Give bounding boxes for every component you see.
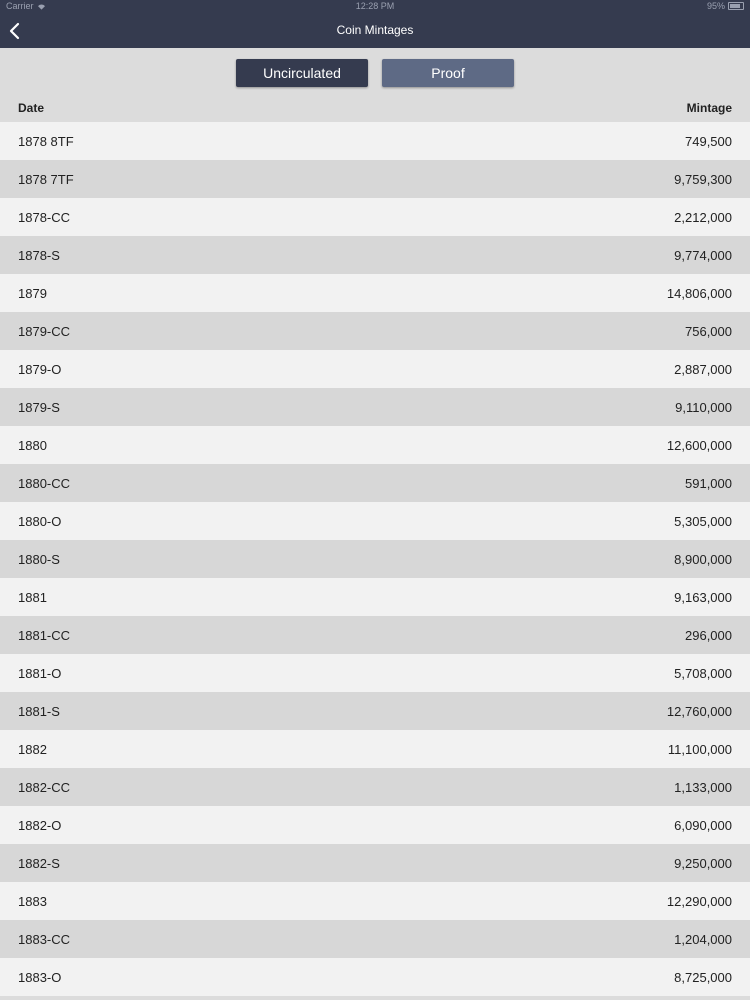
table-row[interactable] xyxy=(0,806,750,844)
table-row[interactable] xyxy=(0,122,750,160)
row-mintage: 9,759,300 xyxy=(674,172,732,187)
row-date: 1880-S xyxy=(18,552,60,567)
mintage-column-header: Mintage xyxy=(686,101,732,115)
table-row[interactable] xyxy=(0,350,750,388)
page-title: Coin Mintages xyxy=(336,23,414,37)
date-column-header: Date xyxy=(18,101,45,115)
table-row[interactable] xyxy=(0,540,750,578)
table-row[interactable] xyxy=(0,730,750,768)
table-row[interactable] xyxy=(0,692,750,730)
table-row[interactable] xyxy=(0,958,750,996)
status-bar xyxy=(0,0,750,14)
row-mintage: 2,887,000 xyxy=(674,362,732,377)
row-date: 1883-O xyxy=(18,970,62,985)
row-mintage: 12,760,000 xyxy=(666,704,732,719)
table-row[interactable] xyxy=(0,274,750,312)
row-date: 1880-O xyxy=(18,514,62,529)
row-date: 1881-O xyxy=(18,666,62,681)
table-row[interactable] xyxy=(0,578,750,616)
table-row[interactable] xyxy=(0,464,750,502)
row-date: 1878-CC xyxy=(18,210,71,225)
row-date: 1882-O xyxy=(18,818,62,833)
row-date: 1880-CC xyxy=(18,476,71,491)
row-mintage: 5,305,000 xyxy=(674,514,732,529)
row-date: 1881-S xyxy=(18,704,60,719)
row-date: 1878 8TF xyxy=(18,134,74,149)
table-row[interactable] xyxy=(0,502,750,540)
row-mintage: 756,000 xyxy=(685,324,732,339)
table-row[interactable] xyxy=(0,236,750,274)
row-date: 1879-O xyxy=(18,362,62,377)
row-date: 1882 xyxy=(18,742,47,757)
table-row[interactable] xyxy=(0,882,750,920)
row-date: 1882-S xyxy=(18,856,60,871)
table-row[interactable] xyxy=(0,654,750,692)
table-header xyxy=(0,92,750,122)
row-date: 1883 xyxy=(18,894,47,909)
row-mintage: 2,212,000 xyxy=(674,210,732,225)
row-date: 1880 xyxy=(18,438,47,453)
row-date: 1878 7TF xyxy=(18,172,74,187)
table-row[interactable] xyxy=(0,920,750,958)
row-mintage: 9,250,000 xyxy=(674,856,732,871)
proof-button[interactable]: Proof xyxy=(382,59,514,87)
row-mintage: 1,204,000 xyxy=(674,932,732,947)
row-date: 1879-CC xyxy=(18,324,71,339)
table-row[interactable] xyxy=(0,312,750,350)
row-mintage: 749,500 xyxy=(685,134,732,149)
row-mintage: 296,000 xyxy=(685,628,732,643)
row-date: 1879 xyxy=(18,286,47,301)
status-time: 12:28 PM xyxy=(355,1,395,11)
table-row[interactable] xyxy=(0,844,750,882)
row-date: 1883-CC xyxy=(18,932,71,947)
status-right xyxy=(707,1,744,11)
row-mintage: 1,133,000 xyxy=(674,780,732,795)
row-date: 1881 xyxy=(18,590,47,605)
row-mintage: 11,100,000 xyxy=(667,742,732,757)
row-mintage: 8,725,000 xyxy=(674,970,732,985)
mintage-table xyxy=(0,122,750,996)
table-row[interactable] xyxy=(0,768,750,806)
table-row[interactable] xyxy=(0,160,750,198)
battery-icon xyxy=(728,2,744,10)
row-date: 1881-CC xyxy=(18,628,71,643)
table-row[interactable] xyxy=(0,426,750,464)
row-mintage: 6,090,000 xyxy=(674,818,732,833)
row-mintage: 12,600,000 xyxy=(666,438,732,453)
uncirculated-button[interactable]: Uncirculated xyxy=(236,59,368,87)
nav-bar xyxy=(0,14,750,48)
row-mintage: 9,774,000 xyxy=(674,248,732,263)
row-date: 1878-S xyxy=(18,248,60,263)
row-mintage: 5,708,000 xyxy=(674,666,732,681)
table-row[interactable] xyxy=(0,198,750,236)
table-row[interactable] xyxy=(0,388,750,426)
row-mintage: 591,000 xyxy=(685,476,732,491)
row-mintage: 12,290,000 xyxy=(666,894,732,909)
row-mintage: 9,110,000 xyxy=(675,400,732,415)
row-date: 1879-S xyxy=(18,400,60,415)
row-date: 1882-CC xyxy=(18,780,71,795)
segmented-control xyxy=(0,48,750,92)
battery-percent: 95% xyxy=(706,1,725,11)
table-row[interactable] xyxy=(0,616,750,654)
carrier-label: Carrier xyxy=(6,1,34,11)
row-mintage: 9,163,000 xyxy=(674,590,732,605)
row-mintage: 8,900,000 xyxy=(674,552,732,567)
row-mintage: 14,806,000 xyxy=(666,286,732,301)
